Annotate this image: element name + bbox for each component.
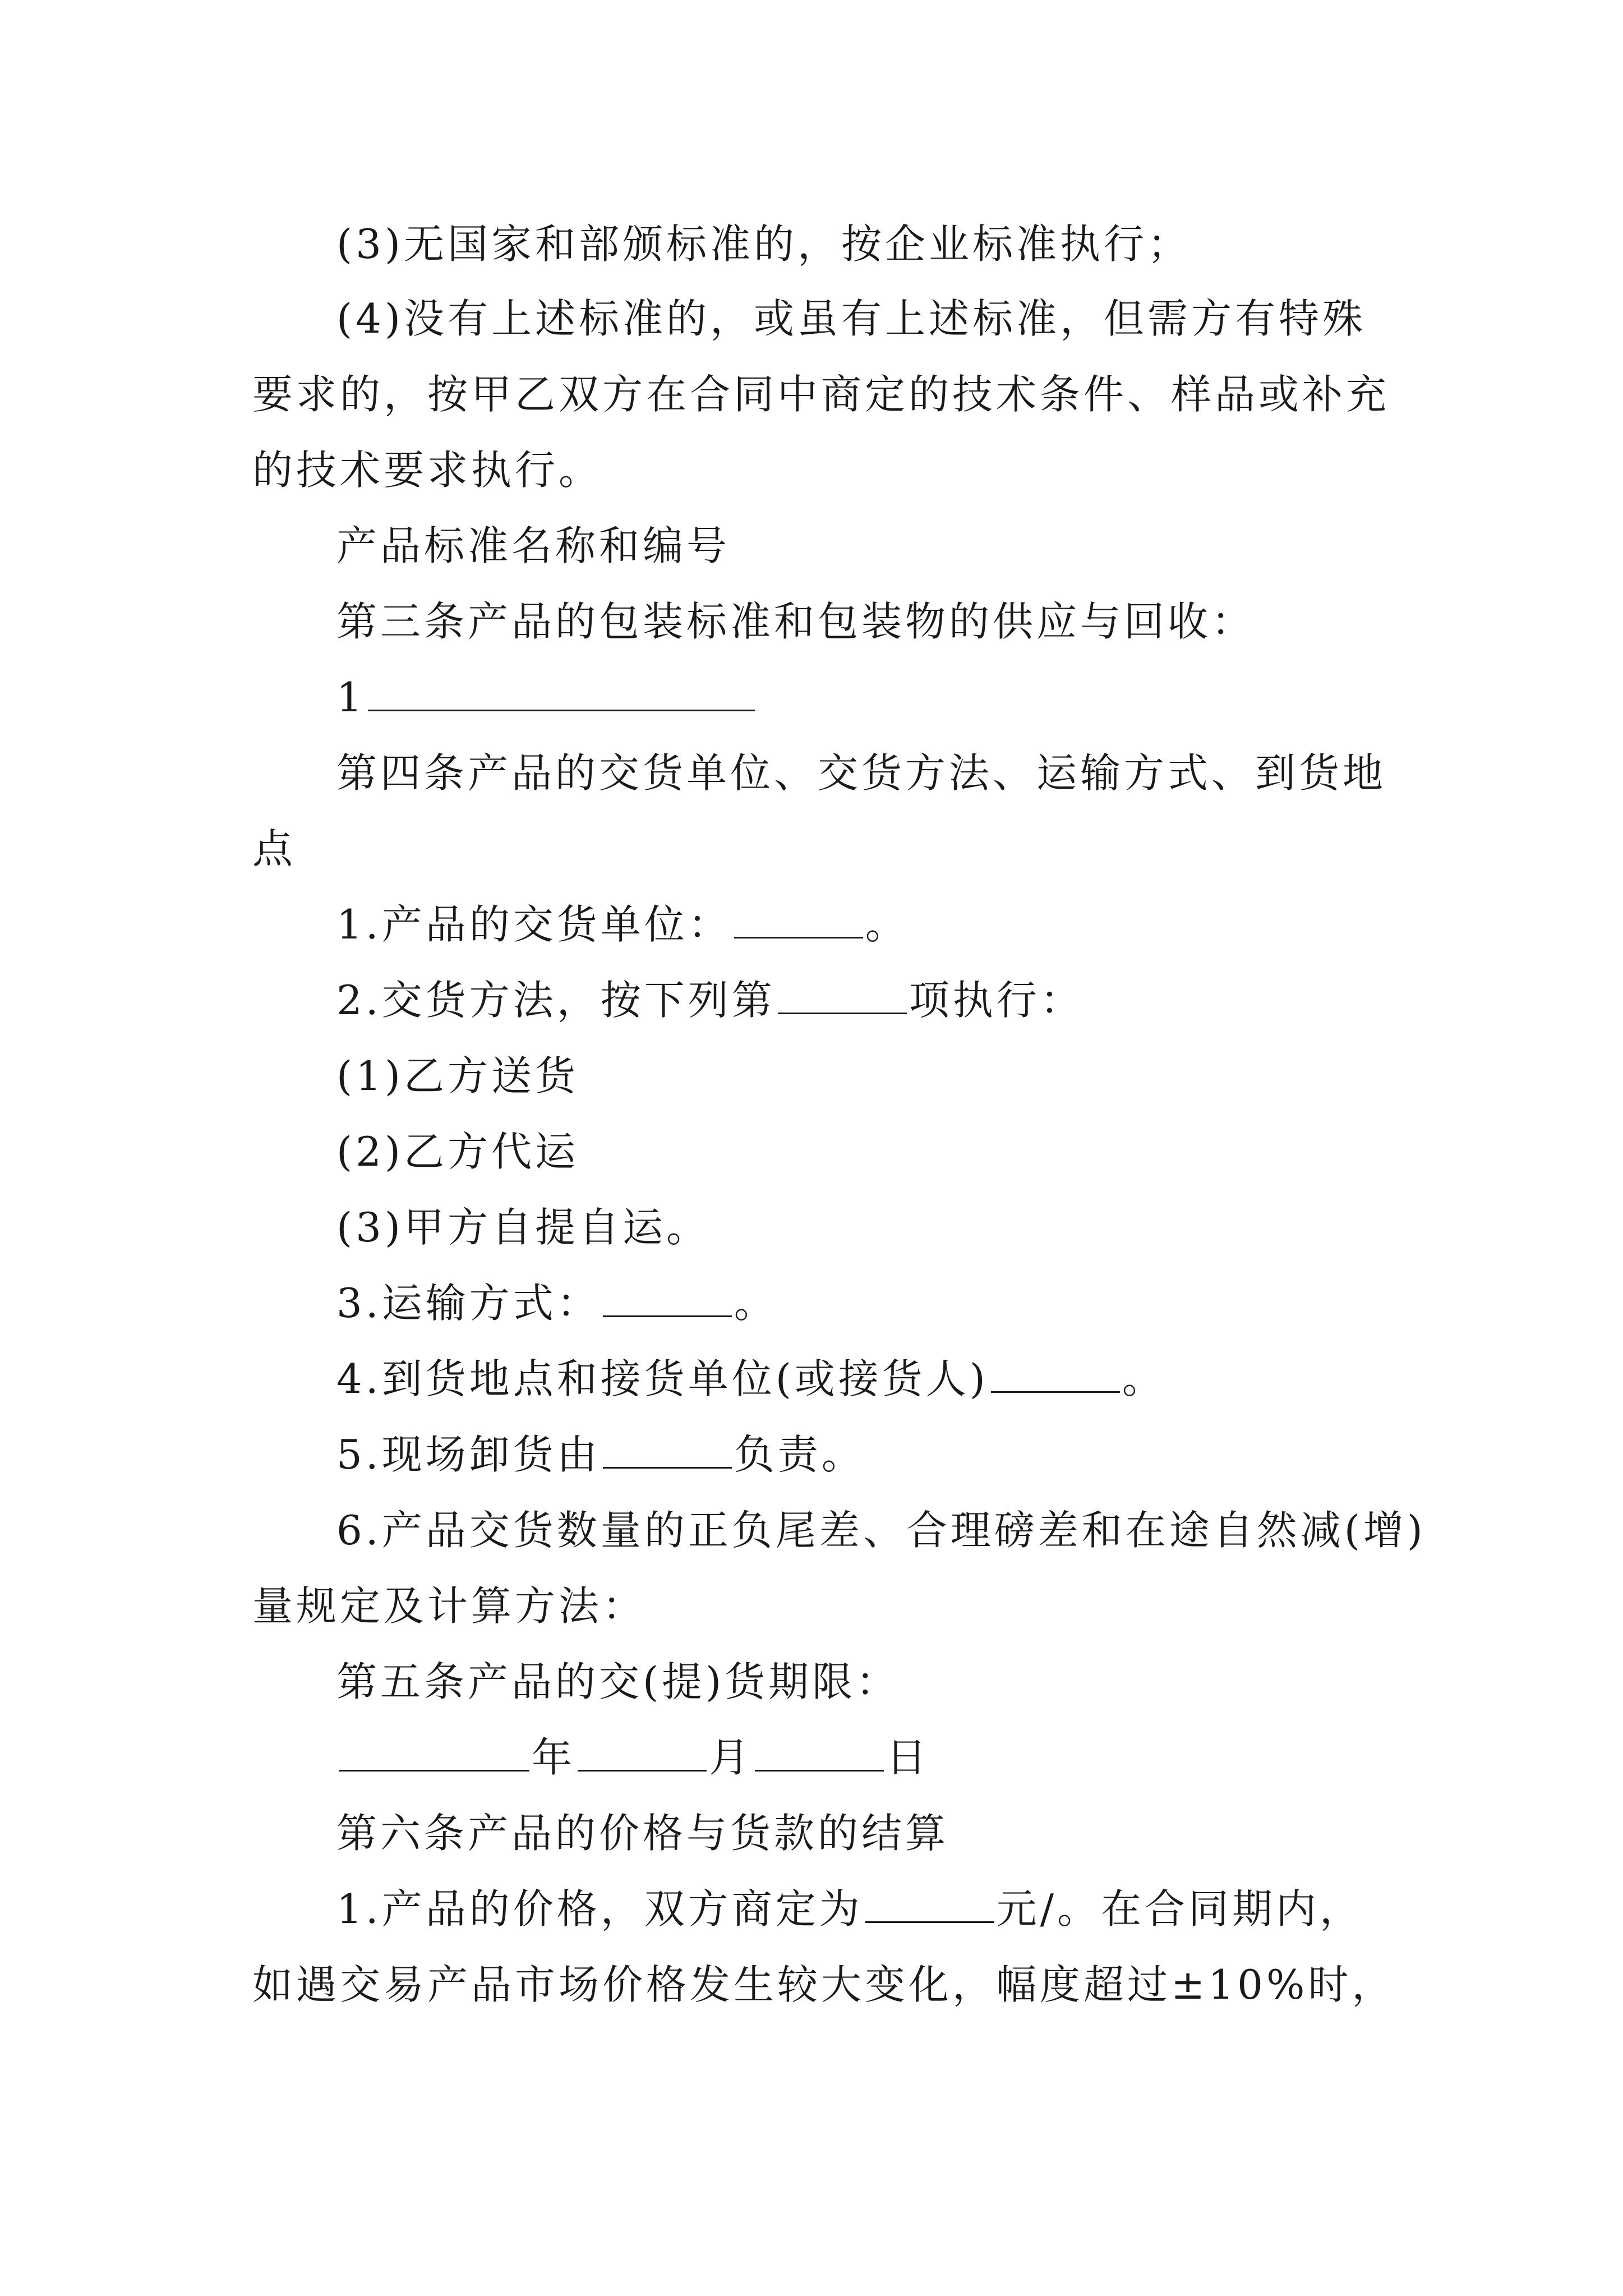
- day-label: 日: [886, 1734, 930, 1781]
- clause-text: 要求的，按甲乙双方在合同中商定的技术条件、样品或补充: [252, 371, 1390, 418]
- blank-field[interactable]: [865, 1882, 994, 1923]
- fill-line: [336, 1351, 1166, 1407]
- fill-line: [336, 972, 1084, 1028]
- clause-line: [336, 291, 1366, 347]
- article-heading: [336, 1805, 949, 1861]
- clause-line: [252, 366, 1390, 422]
- option-item: [336, 1124, 579, 1180]
- option-item: [336, 1048, 579, 1104]
- clause-text: 3.运输方式：: [336, 1280, 601, 1327]
- date-fill-line: [336, 1729, 930, 1786]
- clause-text: (4)没有上述标准的，或虽有上述标准，但需方有特殊: [336, 295, 1366, 342]
- clause-text: 的技术要求执行。: [252, 447, 603, 494]
- clause-text: 负责。: [734, 1431, 865, 1478]
- fill-line: [336, 1427, 865, 1483]
- article-heading: [336, 745, 1386, 801]
- clause-text: 。: [865, 901, 909, 948]
- fill-line: [336, 896, 909, 953]
- year-label: 年: [532, 1734, 576, 1781]
- clause-text: 6.产品交货数量的正负尾差、合理磅差和在途自然减(增): [336, 1507, 1426, 1554]
- clause-text: (2)乙方代运: [336, 1128, 579, 1175]
- blank-field[interactable]: [603, 1276, 732, 1317]
- clause-line: [336, 1502, 1426, 1558]
- clause-text: 1.产品的交货单位：: [336, 901, 732, 948]
- clause-text: (3)无国家和部颁标准的，按企业标准执行；: [336, 220, 1191, 268]
- month-label: 月: [709, 1734, 753, 1781]
- clause-line: [252, 442, 602, 498]
- fill-line: [336, 669, 757, 725]
- clause-text: 。: [1122, 1355, 1166, 1402]
- blank-field[interactable]: [755, 1731, 884, 1772]
- clause-text: 第三条产品的包装标准和包装物的供应与回收：: [336, 598, 1256, 645]
- clause-line: [252, 1957, 1395, 2013]
- clause-text: 第六条产品的价格与货款的结算: [336, 1810, 949, 1857]
- fill-line: [336, 1881, 1363, 1937]
- clause-text: (1)乙方送货: [336, 1052, 579, 1099]
- clause-text: 1: [336, 674, 366, 721]
- clause-text: 如遇交易产品市场价格发生较大变化，幅度超过±10%时，: [252, 1961, 1396, 2008]
- clause-text: 元/。在合同期内，: [996, 1885, 1363, 1932]
- blank-field[interactable]: [991, 1352, 1120, 1393]
- clause-text: (3)甲方自提自运。: [336, 1204, 710, 1251]
- clause-text: 第四条产品的交货单位、交货方法、运输方式、到货地: [336, 749, 1387, 797]
- clause-text: 点: [252, 825, 297, 872]
- blank-field[interactable]: [734, 898, 863, 938]
- blank-field[interactable]: [339, 1731, 529, 1772]
- clause-text: 第五条产品的交(提)货期限：: [336, 1658, 900, 1705]
- blank-field[interactable]: [368, 670, 755, 711]
- blank-field[interactable]: [603, 1428, 732, 1469]
- clause-line: [252, 821, 296, 877]
- clause-text: 5.现场卸货由: [336, 1431, 601, 1478]
- clause-line: [336, 216, 1191, 272]
- option-item: [336, 1199, 710, 1255]
- clause-text: 。: [734, 1280, 778, 1327]
- clause-text: 1.产品的价格，双方商定为: [336, 1885, 863, 1932]
- clause-text: 项执行：: [909, 977, 1084, 1024]
- blank-field[interactable]: [778, 973, 907, 1014]
- clause-text: 4.到货地点和接货单位(或接货人): [336, 1355, 989, 1402]
- clause-text: 量规定及计算方法：: [252, 1582, 647, 1630]
- blank-field[interactable]: [578, 1731, 707, 1772]
- article-heading: [336, 1654, 900, 1710]
- clause-text: 产品标准名称和编号: [336, 522, 731, 569]
- clause-text: 2.交货方法，按下列第: [336, 977, 776, 1024]
- fill-line: [336, 1275, 778, 1331]
- section-label: [336, 518, 730, 574]
- clause-line: [252, 1578, 646, 1634]
- article-heading: [336, 593, 1255, 650]
